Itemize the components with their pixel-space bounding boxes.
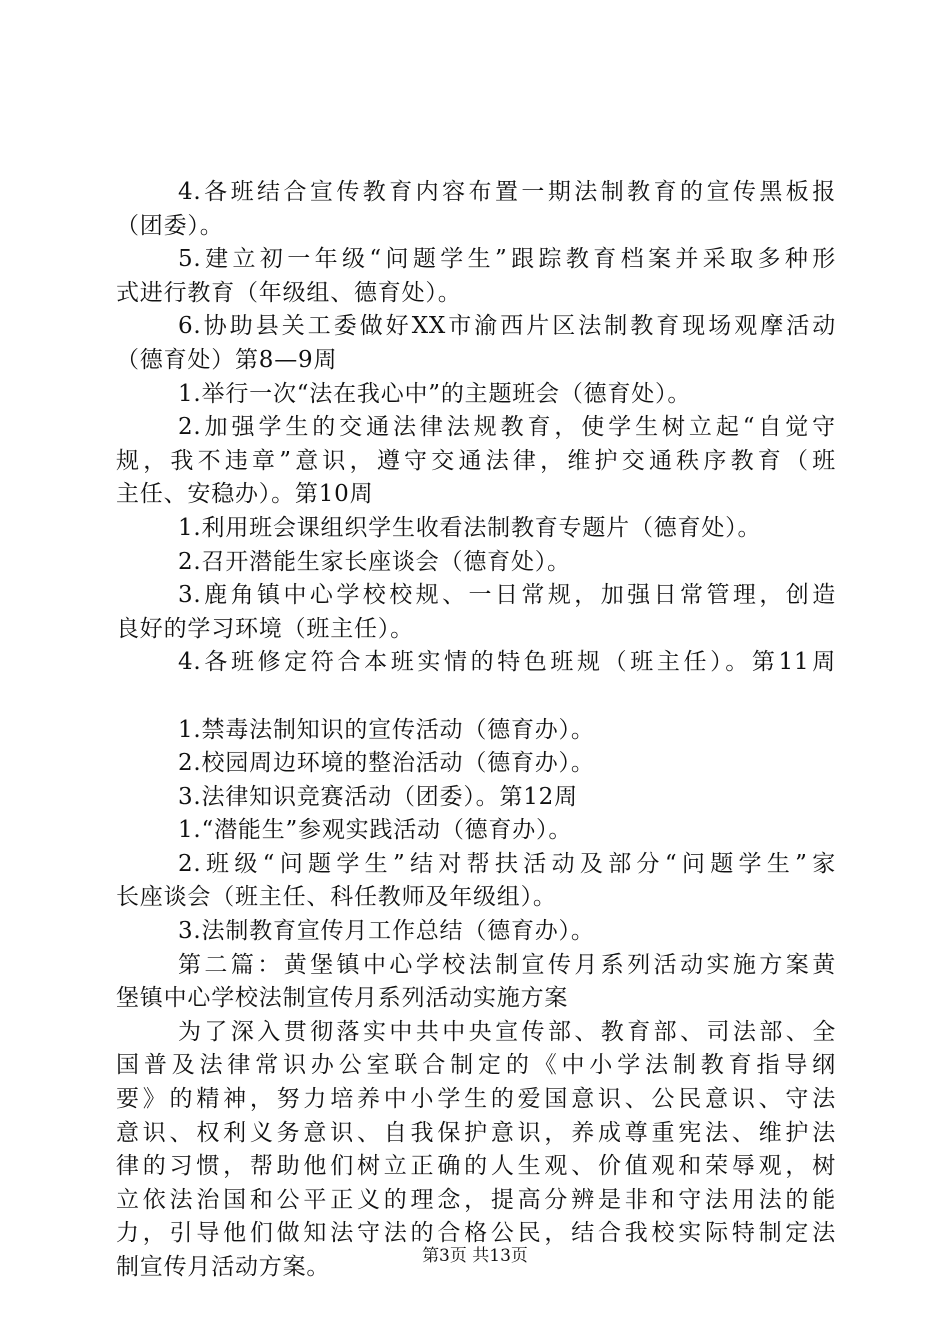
text-line: 6.协助县关工委做好XX市渝西片区法制教育现场观摩活动 (178, 313, 836, 340)
text-line: 要》的精神，努力培养中小学生的爱国意识、公民意识、守法 (116, 1086, 836, 1113)
text-line: 式进行教育（年级组、德育处）。 (116, 279, 462, 306)
text-line: 2.加强学生的交通法律法规教育，使学生树立起“自觉守 (178, 414, 836, 441)
text-line: 2.召开潜能生家长座谈会（德育处）。 (178, 548, 571, 575)
section-heading-line: 第二篇：黄堡镇中心学校法制宣传月系列活动实施方案黄 (178, 951, 836, 978)
text-line: 立依法治国和公平正义的理念，提高分辨是非和守法用法的能 (116, 1186, 836, 1213)
document-body (116, 176, 836, 1285)
text-line: 1.举行一次“法在我心中”的主题班会（德育处）。 (178, 380, 692, 407)
page-footer (0, 1244, 950, 1268)
text-line: 3.法律知识竞赛活动（团委）。第12周 (178, 783, 578, 810)
text-line: 1.利用班会课组织学生收看法制教育专题片（德育处）。 (178, 514, 762, 541)
text-line: 为了深入贯彻落实中共中央宣传部、教育部、司法部、全 (178, 1018, 836, 1045)
text-line: 良好的学习环境（班主任）。 (116, 615, 414, 642)
text-line: 长座谈会（班主任、科任教师及年级组）。 (116, 884, 557, 911)
text-line: 2.班级“问题学生”结对帮扶活动及部分“问题学生”家 (178, 850, 836, 877)
text-line: 律的习惯，帮助他们树立正确的人生观、价值观和荣辱观，树 (116, 1153, 836, 1180)
text-line: 制宣传月活动方案。 (116, 1254, 331, 1280)
text-line: 1.禁毒法制知识的宣传活动（德育办）。 (178, 716, 595, 743)
text-line: （德育处）第8—9周 (116, 346, 338, 373)
text-line: 4.各班修定符合本班实情的特色班规（班主任）。第11周 (178, 649, 836, 676)
text-line: （团委）。 (116, 212, 224, 239)
text-line: 3.鹿角镇中心学校校规、一日常规，加强日常管理，创造 (178, 582, 836, 609)
text-line: 2.校园周边环境的整治活动（德育办）。 (178, 750, 595, 777)
text-line: 5.建立初一年级“问题学生”跟踪教育档案并采取多种形 (178, 246, 836, 273)
text-line: 4.各班结合宣传教育内容布置一期法制教育的宣传黑板报 (178, 179, 836, 205)
blank-line (116, 680, 836, 714)
text-line: 国普及法律常识办公室联合制定的《中小学法制教育指导纲 (116, 1052, 836, 1079)
text-line: 规，我不违章”意识，遵守交通法律，维护交通秩序教育（班 (116, 447, 836, 474)
page-number: 第3页 共13页 (422, 1246, 528, 1266)
text-line: 1.“潜能生”参观实践活动（德育办）。 (178, 817, 573, 844)
text-line: 意识、权利义务意识、自我保护意识，养成尊重宪法、维护法 (116, 1119, 836, 1146)
section-heading-line: 堡镇中心学校法制宣传月系列活动实施方案 (116, 985, 569, 1012)
text-line: 3.法制教育宣传月工作总结（德育办）。 (178, 918, 595, 945)
text-line: 力，引导他们做知法守法的合格公民，结合我校实际特制定法 (116, 1220, 836, 1247)
text-line: 主任、安稳办）。第10周 (116, 481, 374, 508)
